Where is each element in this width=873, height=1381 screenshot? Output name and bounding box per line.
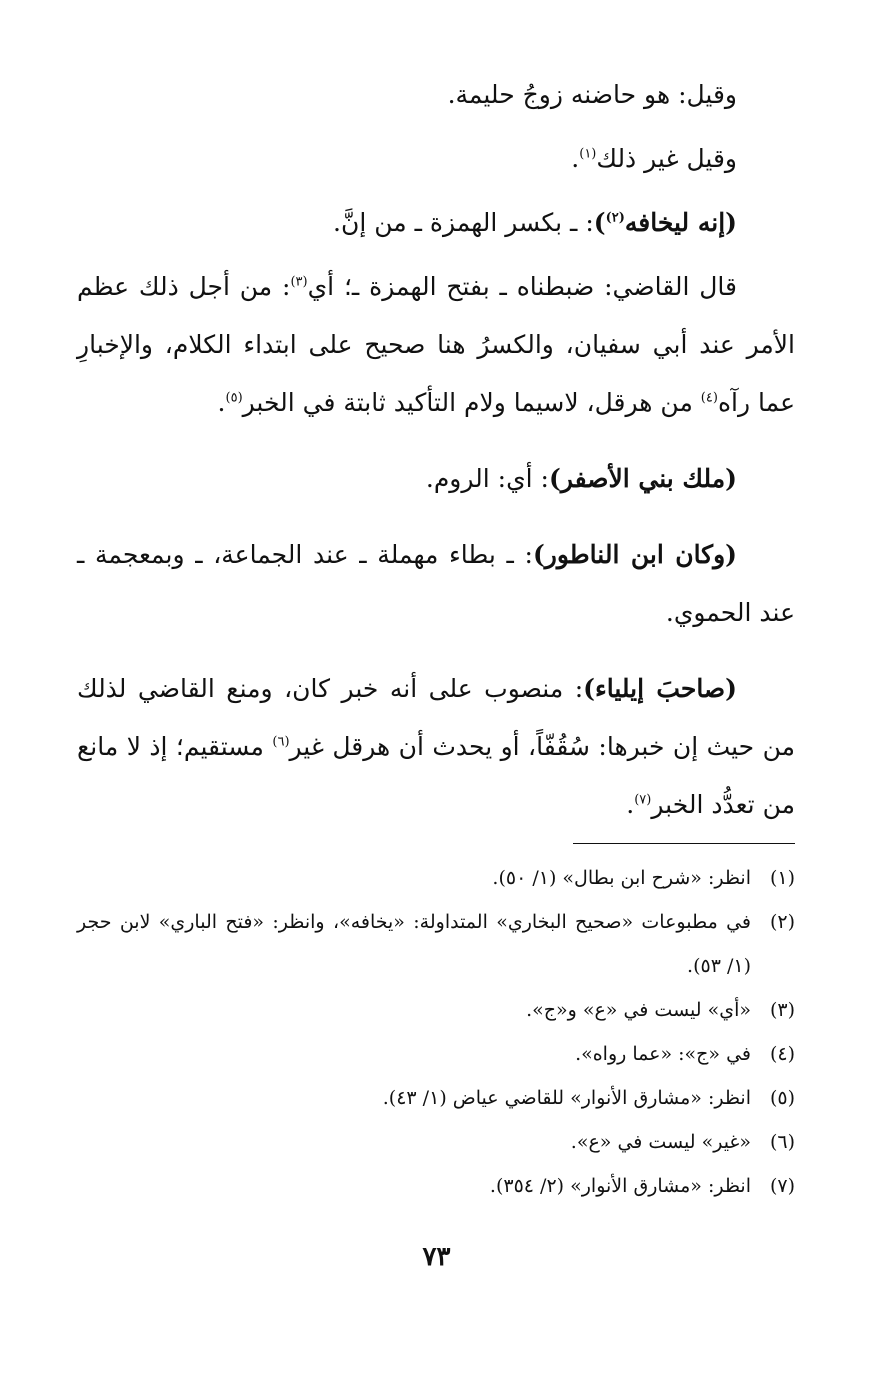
footnote-number: (٤) xyxy=(769,1043,795,1065)
footnotes-section xyxy=(77,856,795,1208)
footnote-number: (٧) xyxy=(769,1175,795,1197)
text-run: . xyxy=(217,388,226,417)
footnote-text: انظر: «شرح ابن بطال» (١/ ٥٠). xyxy=(492,867,751,889)
footnote-divider xyxy=(573,843,795,844)
text-run: قال القاضي: ضبطناه ـ بفتح الهمزة ـ؛ أي xyxy=(307,272,737,301)
paragraph-7 xyxy=(77,660,795,834)
text-line: وقيل غير ذلك xyxy=(596,144,737,173)
footnote-number: (٥) xyxy=(769,1087,795,1109)
text-line: وقيل: هو حاضنه زوجُ حليمة. xyxy=(447,80,737,109)
footnote-item xyxy=(77,988,795,1032)
text-run: . xyxy=(626,790,635,819)
footnote-ref[interactable]: (٣) xyxy=(290,274,308,290)
text-run: : منصوب على أنه خبر كان، ومنع القاضي لذلك من حيث إن خبرها: سُقُفّاً، أو يحدث أن هرقل غير xyxy=(77,674,795,761)
footnote-text: في «ج»: «عما رواه». xyxy=(575,1043,751,1065)
footnote-item xyxy=(77,1076,795,1120)
lemma-phrase: (ملك بني الأصفر) xyxy=(548,464,737,493)
text-run: : من أجل ذلك عظم الأمر عند أبي سفيان، والكسرُ هنا صحيح على ابتداء الكلام، والإخبارِ عما رآه xyxy=(77,272,795,417)
main-text xyxy=(77,66,795,834)
text-line: . xyxy=(571,144,580,173)
lemma-phrase xyxy=(594,208,737,237)
paragraph-1 xyxy=(77,66,795,124)
lemma-phrase: (وكان ابن الناطور) xyxy=(532,540,737,569)
footnote-text: انظر: «مشارق الأنوار» للقاضي عياض (١/ ٤٣). xyxy=(382,1087,751,1109)
text-run: : ـ بطاء مهملة ـ عند الجماعة، ـ وبمعجمة ـ عند الحموي. xyxy=(77,540,795,627)
footnote-ref[interactable]: (٢) xyxy=(605,210,625,226)
footnote-ref[interactable]: (٤) xyxy=(700,390,718,406)
text-run: : أي: الروم. xyxy=(425,464,549,493)
lemma-text: (إنه ليخافه xyxy=(624,208,737,237)
lemma-text: ) xyxy=(593,208,606,237)
footnote-item xyxy=(77,1164,795,1208)
text-run: من هرقل، لاسيما ولام التأكيد ثابتة في الخبر xyxy=(242,388,701,417)
footnote-number: (٦) xyxy=(769,1131,795,1153)
footnote-item xyxy=(77,1120,795,1164)
footnote-ref[interactable]: (٦) xyxy=(272,734,290,750)
footnote-text: «غير» ليست في «ع». xyxy=(570,1131,751,1153)
text-run: مستقيم؛ إذ لا مانع من تعدُّد الخبر xyxy=(77,732,795,819)
footnote-text: «أي» ليست في «ع» و«ج». xyxy=(526,999,751,1021)
footnote-item xyxy=(77,856,795,900)
paragraph-4 xyxy=(77,258,795,432)
text-line: : ـ بكسر الهمزة ـ من إنَّ. xyxy=(333,208,594,237)
footnote-text: انظر: «مشارق الأنوار» (٢/ ٣٥٤). xyxy=(489,1175,751,1197)
paragraph-3 xyxy=(77,194,795,252)
page-number: ٧٣ xyxy=(422,1242,451,1272)
paragraph-5 xyxy=(77,450,795,508)
footnote-item xyxy=(77,900,795,988)
footnote-number: (٢) xyxy=(769,911,795,933)
footnote-ref[interactable]: (١) xyxy=(579,146,597,162)
paragraph-6 xyxy=(77,526,795,642)
footnote-number: (١) xyxy=(769,867,795,889)
paragraph-2 xyxy=(77,130,795,188)
footnote-text: في مطبوعات «صحيح البخاري» المتداولة: «يخافه»، وانظر: «فتح الباري» لابن حجر (١/ ٥٣). xyxy=(77,911,751,977)
footnote-item xyxy=(77,1032,795,1076)
footnote-ref[interactable]: (٥) xyxy=(225,390,243,406)
lemma-phrase: (صاحبَ إيلياء) xyxy=(583,674,737,703)
footnote-ref[interactable]: (٧) xyxy=(634,792,652,808)
footnote-number: (٣) xyxy=(769,999,795,1021)
